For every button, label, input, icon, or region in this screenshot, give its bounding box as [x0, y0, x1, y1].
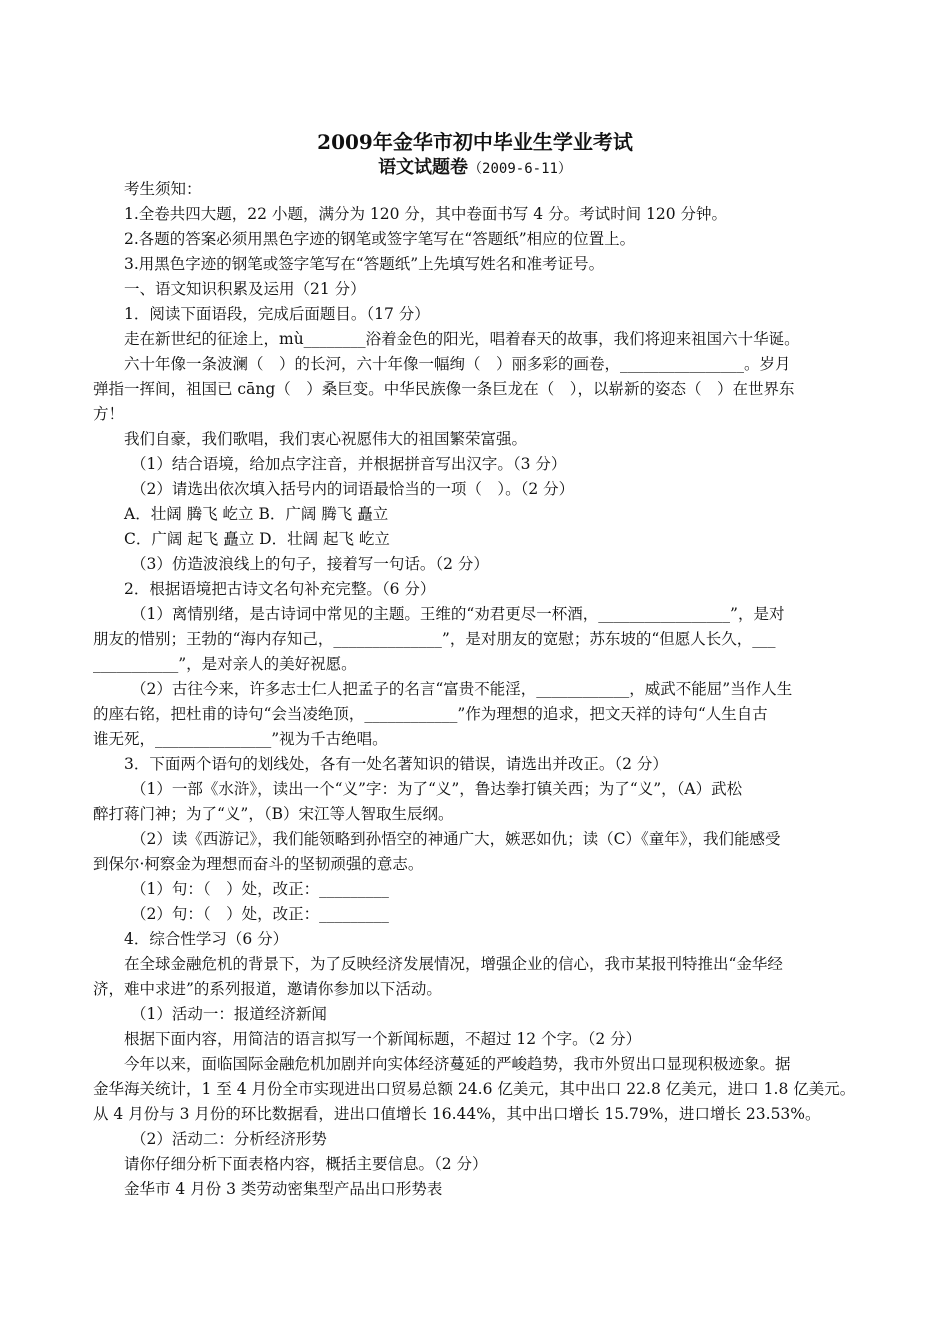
activity-heading: （1）活动一：报道经济新闻 [131, 1005, 327, 1023]
question-line: 谁无死，_______________”视为千古绝唱。 [93, 730, 388, 748]
subtitle-text: 语文试题卷 [378, 157, 469, 178]
question-3-heading: 3．下面两个语句的划线处，各有一处名著知识的错误，请选出并改正。（2 分） [124, 755, 668, 773]
news-paragraph: 从 4 月份与 3 月份的环比数据看，进出口值增长 16.44%，其中出口增长 15.79%，进口增长 23.53%。 [93, 1105, 821, 1123]
subtitle-date: （2009-6-11） [468, 161, 572, 177]
question-line: 到保尔·柯察金为理想而奋斗的坚韧顽强的意志。 [93, 855, 424, 873]
sub-question: （1）结合语境，给加点字注音，并根据拼音写出汉字。（3 分） [131, 455, 567, 473]
question-line: 在全球金融危机的背景下，为了反映经济发展情况，增强企业的信心，我市某报刊特推出“金华经 [124, 955, 783, 973]
passage-line: 方！ [93, 405, 125, 423]
notice-item-3: 3.用黑色字迹的钢笔或签字笔写在“答题纸”上先填写姓名和准考证号。 [124, 255, 605, 273]
question-line: 醉打蒋门神；为了“义”，（B）宋江等人智取生辰纲。 [93, 805, 454, 823]
section-heading: 一、语文知识积累及运用（21 分） [124, 280, 366, 298]
news-paragraph: 今年以来，面临国际金融危机加剧并向实体经济蔓延的严峻趋势，我市外贸出口显现积极迹象。据 [124, 1055, 791, 1073]
sub-question: （1）一部《水浒》，读出一个“义”字：为了“义”，鲁达拳打镇关西；为了“义”，（A）武松 [131, 780, 743, 798]
sub-question: （3）仿造波浪线上的句子，接着写一句话。（2 分） [131, 555, 489, 573]
passage-line: 弹指一挥间，祖国已 cāng（ ）桑巨变。中华民族像一条巨龙在（ ），以崭新的姿态（ ）在世界东 [93, 380, 795, 398]
sub-question: （2）读《西游记》，我们能领略到孙悟空的神通广大，嫉恶如仇；读（C）《童年》，我们能感受 [131, 830, 781, 848]
passage-line: 六十年像一条波澜（ ）的长河，六十年像一幅绚（ ）丽多彩的画卷，________________。岁月 [124, 355, 791, 373]
table-caption: 金华市 4 月份 3 类劳动密集型产品出口形势表 [124, 1180, 443, 1198]
question-4-heading: 4．综合性学习（6 分） [124, 930, 289, 948]
question-line: 济，难中求进”的系列报道，邀请你参加以下活动。 [93, 980, 442, 998]
question-line: 朋友的惜别；王勃的“海内存知己，______________”，是对朋友的宽慰；苏东坡的“但愿人长久，___ [93, 630, 776, 648]
question-1-heading: 1．阅读下面语段，完成后面题目。（17 分） [124, 305, 430, 323]
question-line: 根据下面内容，用简洁的语言拟写一个新闻标题，不超过 12 个字。（2 分） [124, 1030, 642, 1048]
question-line: ___________”，是对亲人的美好祝愿。 [93, 655, 357, 673]
passage-line: 我们自豪，我们歌唱，我们衷心祝愿伟大的祖国繁荣富强。 [124, 430, 528, 448]
page-title: 2009年金华市初中毕业生学业考试 [317, 130, 633, 154]
notice-heading: 考生须知： [124, 180, 202, 198]
page-subtitle [0, 153, 950, 179]
notice-item-2: 2.各题的答案必须用黑色字迹的钢笔或签字笔写在“答题纸”相应的位置上。 [124, 230, 636, 248]
news-paragraph: 金华海关统计，1 至 4 月份全市实现进出口贸易总额 24.6 亿美元，其中出口 22.8 亿美元，进口 1.8 亿美元。 [93, 1080, 856, 1098]
sub-question: （2）古往今来，许多志士仁人把孟子的名言“富贵不能淫，____________，威武不能屈”当作人生 [131, 680, 793, 698]
question-2-heading: 2．根据语境把古诗文名句补充完整。（6 分） [124, 580, 436, 598]
activity-heading: （2）活动二：分析经济形势 [131, 1130, 327, 1148]
notice-item-1: 1.全卷共四大题，22 小题，满分为 120 分，其中卷面书写 4 分。考试时间 120 分钟。 [124, 205, 728, 223]
passage-line: 走在新世纪的征途上，mù________浴着金色的阳光，唱着春天的故事，我们将迎来祖国六十华诞。 [124, 330, 800, 348]
sub-question: （1）离情别绪，是古诗词中常见的主题。王维的“劝君更尽一杯酒，_________________”，是对 [131, 605, 785, 623]
sub-question: （2）请选出依次填入括号内的词语最恰当的一项（ ）。（2 分） [131, 480, 575, 498]
answer-blank: （1）句：（ ）处，改正：_________ [131, 880, 389, 898]
question-line: 请你仔细分析下面表格内容，概括主要信息。（2 分） [124, 1155, 488, 1173]
question-line: 的座右铭，把杜甫的诗句“会当凌绝顶，____________”作为理想的追求，把文天祥的诗句“人生自古 [93, 705, 768, 723]
answer-blank: （2）句：（ ）处，改正：_________ [131, 905, 389, 923]
answer-option: C．广阔 起飞 矗立 D．壮阔 起飞 屹立 [124, 530, 390, 548]
answer-option: A．壮阔 腾飞 屹立 B．广阔 腾飞 矗立 [124, 505, 389, 523]
